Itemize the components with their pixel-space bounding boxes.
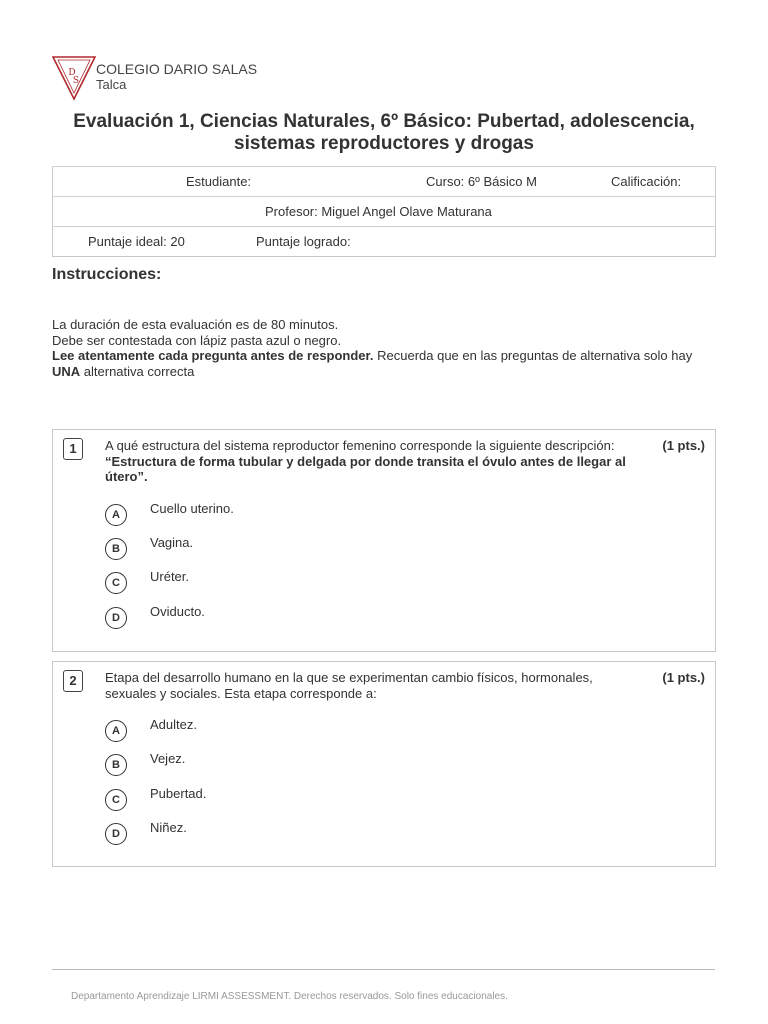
school-name: COLEGIO DARIO SALAS [96, 61, 258, 77]
student-info-table [52, 166, 716, 257]
option-a[interactable] [105, 501, 505, 528]
option-text: Vagina. [150, 535, 194, 550]
question-card [52, 429, 716, 652]
option-d[interactable] [105, 820, 505, 847]
option-letter-bubble[interactable]: D [105, 607, 127, 629]
option-b[interactable] [105, 751, 505, 778]
instructions-emphasis-una: UNA [52, 363, 81, 379]
option-text: Cuello uterino. [150, 501, 234, 516]
svg-text:S: S [72, 76, 80, 86]
option-text: Pubertad. [150, 786, 207, 801]
instructions-emphasis: Lee atentamente cada pregunta antes de responder. [52, 348, 374, 363]
question-number: 1 [63, 438, 83, 460]
teacher-label: Profesor: Miguel Angel Olave Maturana [265, 204, 492, 219]
option-letter-bubble[interactable]: A [105, 720, 127, 742]
question-points: (1 pts.) [662, 670, 705, 685]
option-letter-bubble[interactable]: B [105, 754, 127, 776]
question-card [52, 661, 716, 867]
footer-text: Departamento Aprendizaje LIRMI ASSESSMENT. Derechos reservados. Solo fines educacionales. [71, 991, 508, 1002]
option-letter-bubble[interactable]: C [105, 789, 127, 811]
instructions-title: Instrucciones: [52, 266, 162, 283]
achieved-score-label: Puntaje logrado: [256, 234, 351, 249]
grade-label: Calificación: [611, 174, 682, 189]
question-text [105, 670, 645, 701]
option-c[interactable] [105, 569, 505, 596]
svg-text:D: D [68, 68, 76, 78]
school-city: Talca [96, 77, 127, 92]
footer-divider [52, 969, 715, 970]
school-logo-icon [52, 53, 96, 101]
option-text: Vejez. [150, 751, 186, 766]
option-letter-bubble[interactable]: D [105, 823, 127, 845]
option-d[interactable] [105, 604, 505, 631]
option-text: Adultez. [150, 717, 197, 732]
option-letter-bubble[interactable]: B [105, 538, 127, 560]
question-text-plain: Etapa del desarrollo humano en la que se experimentan cambio físicos, hormonales, sexuales y sociales. Esta etapa corresponde a: [105, 670, 593, 701]
option-text: Oviducto. [150, 604, 205, 619]
course-label: Curso: 6º Básico M [426, 174, 537, 189]
option-a[interactable] [105, 717, 505, 744]
option-letter-bubble[interactable]: C [105, 572, 127, 594]
option-c[interactable] [105, 786, 505, 813]
instructions-line-2: Debe ser contestada con lápiz pasta azul o negro. [52, 332, 342, 348]
instructions-line-3 [52, 348, 716, 379]
question-text [105, 438, 645, 485]
option-text: Niñez. [150, 820, 187, 835]
page-title: Evaluación 1, Ciencias Naturales, 6º Básico: Pubertad, adolescencia, sistemas reproductores y drogas [73, 111, 695, 154]
question-number: 2 [63, 670, 83, 692]
option-text: Uréter. [150, 569, 190, 584]
ideal-score-label: Puntaje ideal: 20 [88, 234, 185, 249]
question-points: (1 pts.) [662, 438, 705, 453]
instructions-text: Recuerda que en las preguntas de alternativa solo hay [373, 348, 693, 363]
instructions-body [52, 317, 716, 379]
option-letter-bubble[interactable]: A [105, 504, 127, 526]
instructions-text-end: alternativa correcta [80, 363, 195, 379]
student-label: Estudiante: [186, 174, 252, 189]
question-text-plain: A qué estructura del sistema reproductor femenino corresponde la siguiente descripción: [105, 438, 615, 453]
question-text-bold: “Estructura de forma tubular y delgada por donde transita el óvulo antes de llegar al útero”. [105, 453, 626, 484]
option-b[interactable] [105, 535, 505, 562]
instructions-line-1: La duración de esta evaluación es de 80 minutos. [52, 317, 339, 332]
